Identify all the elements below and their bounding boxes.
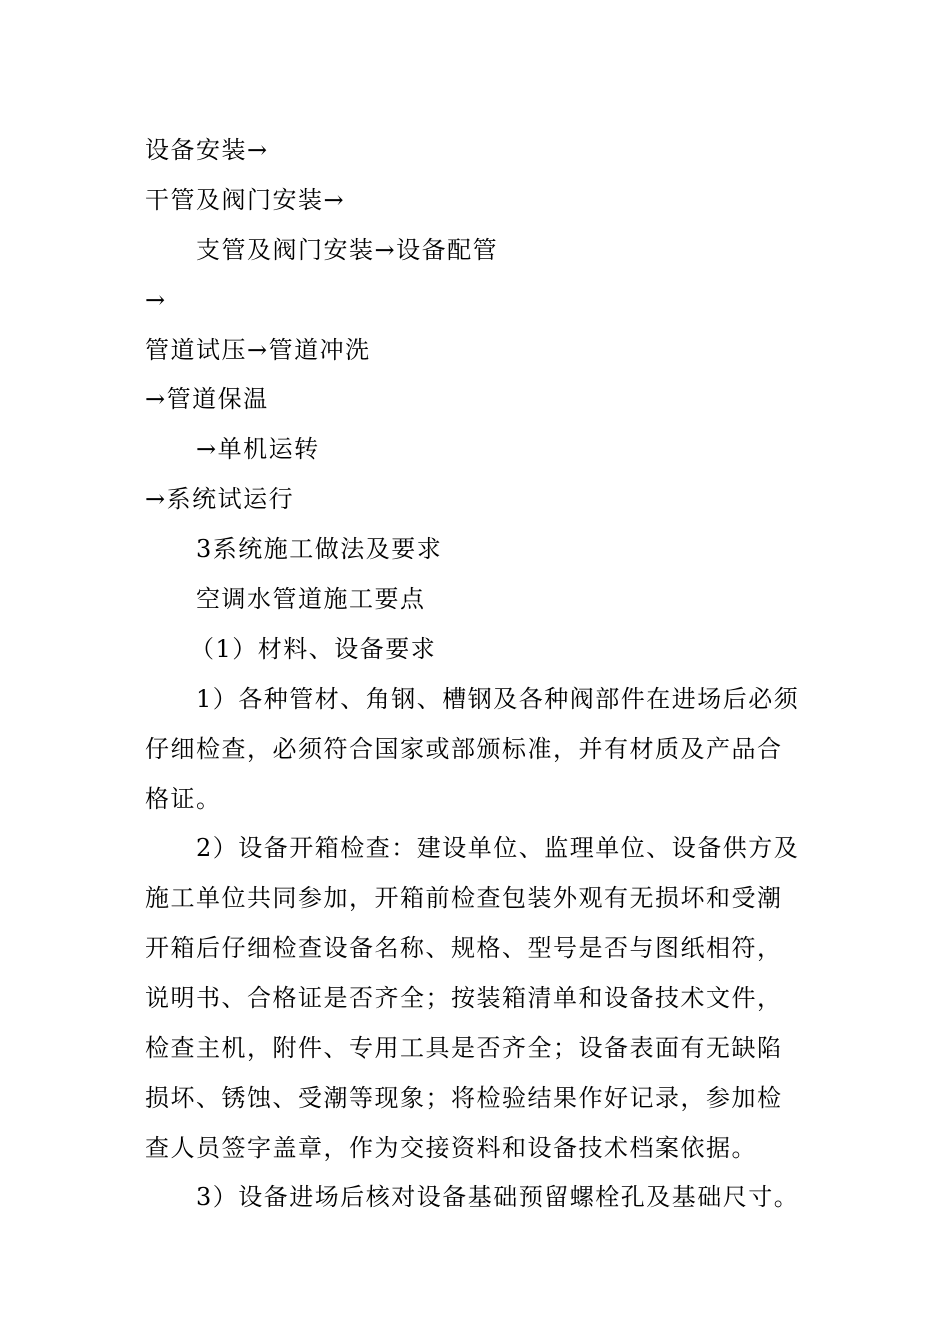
paragraph-line: 损坏、锈蚀、受潮等现象；将检验结果作好记录，参加检 — [145, 1084, 783, 1112]
flow-step-pressure-flush: 管道试压→管道冲洗 — [145, 336, 371, 364]
paragraph-line: 2）设备开箱检查：建设单位、监理单位、设备供方及 — [196, 834, 800, 862]
flow-arrow: → — [145, 286, 167, 314]
flow-step-system-trial: →系统试运行 — [145, 485, 295, 513]
flow-step-single-run: →单机运转 — [196, 435, 320, 463]
flow-step-branch-pipe-valve: 支管及阀门安装→设备配管 — [196, 236, 499, 264]
paragraph-line: 检查主机，附件、专用工具是否齐全；设备表面有无缺陷 — [145, 1034, 783, 1062]
paragraph-line: 1）各种管材、角钢、槽钢及各种阀部件在进场后必须 — [196, 685, 800, 713]
paragraph-line: 说明书、合格证是否齐全；按装箱清单和设备技术文件， — [145, 984, 783, 1012]
section-heading: 3系统施工做法及要求 — [196, 535, 443, 563]
flow-step-main-pipe-valve: 干管及阀门安装→ — [145, 186, 346, 214]
paragraph-line: 查人员签字盖章，作为交接资料和设备技术档案依据。 — [145, 1134, 757, 1162]
paragraph-line: 3）设备进场后核对设备基础预留螺栓孔及基础尺寸。 — [196, 1183, 800, 1211]
paragraph-line: 施工单位共同参加，开箱前检查包装外观有无损坏和受潮 — [145, 884, 783, 912]
paragraph-line: 格证。 — [145, 785, 222, 813]
subsection-heading: 空调水管道施工要点 — [196, 585, 426, 613]
paragraph-line: 开箱后仔细检查设备名称、规格、型号是否与图纸相符， — [145, 934, 783, 962]
item-heading: （1）材料、设备要求 — [190, 635, 437, 663]
paragraph-line: 仔细检查，必须符合国家或部颁标准，并有材质及产品合 — [145, 735, 783, 763]
flow-step-insulation: →管道保温 — [145, 385, 269, 413]
flow-step-equipment-install: 设备安装→ — [145, 136, 269, 164]
